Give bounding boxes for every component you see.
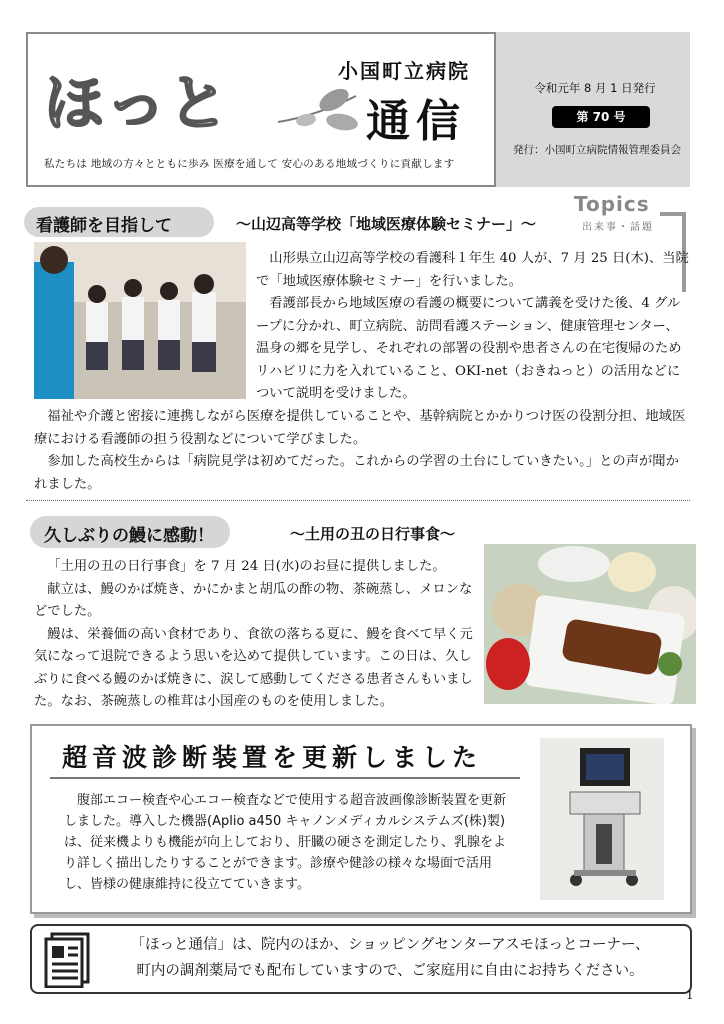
article1-body-bottom <box>34 406 690 496</box>
ultrasound-device-photo <box>540 738 664 900</box>
article3-paragraph: 腹部エコー検査や心エコー検査などで使用する超音波画像診断装置を更新しました。導入した機器(Aplio a450 キャノンメディカルシステムズ(株)製)は、従来機よりも機能が向上しており、肝臓の硬さを測定したり、乳腺をより詳しく描出したりすることができます。診療や健診の様々な場面で活用し、皆様の健康維持に役立てていきます。 <box>64 793 507 892</box>
article1-paragraph: 参加した高校生からは「病院見学は初めてだった。これからの学習の土台にしていきたい。」との声が聞かれました。 <box>34 454 679 492</box>
eel-meal-photo <box>484 544 696 704</box>
article3-heading: 超音波診断装置を更新しました <box>62 743 483 772</box>
article1-subheading: ～山辺高等学校「地域医療体験セミナー」～ <box>236 215 537 233</box>
newspaper-icon <box>42 932 92 988</box>
article1-paragraph: 看護部長から地域医療の看護の概要について講義を受けた後、4 グループに分かれ、町立病院、訪問看護ステーション、健康管理センター、温身の郷を見学し、それぞれの部署の役割や患者さんの在宅復帰のためリハビリに力を入れていること、OKI-net（おきねっと）の活用などについて説明を受けました。 <box>256 296 682 401</box>
article2-subheading: ～土用の丑の日行事食～ <box>290 525 456 543</box>
article2-paragraph: 献立は、鰻のかば焼き、かにかまと胡瓜の酢の物、茶碗蒸し、メロンなどでした。 <box>34 581 473 619</box>
heading-underline <box>50 777 520 779</box>
notice-line: 町内の調剤薬局でも配布していますので、ご家庭用に自由にお持ちください。 <box>136 963 644 979</box>
article2-paragraph: 「土用の丑の日行事食」を 7 月 24 日(水)のお昼に提供しました。 <box>47 559 446 574</box>
article2-heading: 久しぶりの鰻に感動！ <box>44 526 214 546</box>
article1-heading: 看護師を目指して <box>36 216 172 236</box>
publisher: 発行：小国町立病院情報管理委員会 <box>513 144 681 156</box>
article2-body <box>34 556 474 714</box>
topics-label: Topics <box>574 192 650 216</box>
issue-number-badge: 第 70 号 <box>552 106 650 128</box>
nursing-students-photo <box>34 242 246 399</box>
masthead-logo: ほっと <box>44 69 230 139</box>
page-number: 1 <box>686 988 694 1002</box>
mission-statement: 私たちは 地域の方々とともに歩み 医療を通して 安心のある地域づくりに貢献します <box>44 158 455 170</box>
notice-line: 「ほっと通信」は、院内のほか、ショッピングセンターアスモほっとコーナー、 <box>130 937 650 953</box>
hospital-name: 小国町立病院 <box>338 59 470 83</box>
article3-body <box>64 790 516 895</box>
issue-date: 令和元年 8 月 1 日発行 <box>534 81 656 95</box>
article1-body-top <box>256 248 690 406</box>
topics-sublabel: 出来事・話題 <box>582 222 654 233</box>
article1-paragraph: 山形県立山辺高等学校の看護科１年生 40 人が、7 月 25 日(木)、当院で「地域医療体験セミナー」を行いました。 <box>256 251 689 289</box>
article1-paragraph: 福祉や介護と密接に連携しながら医療を提供していることや、基幹病院とかかりつけ医の役割分担、地域医療における看護師の担う役割などについて学びました。 <box>34 409 686 447</box>
newsletter-title: 通信 <box>366 96 466 147</box>
article2-paragraph: 鰻は、栄養価の高い食材であり、食欲の落ちる夏に、鰻を食べて早く元気になって退院できるよう思いを込めて提供しています。この日は、久しぶりに食べる鰻のかば焼きに、涙して感動してくださる患者さんもいました。なお、茶碗蒸しの椎茸は小国産のものを使用しました。 <box>34 626 473 709</box>
distribution-notice-text <box>100 932 680 984</box>
leaf-icon <box>276 86 366 136</box>
section-divider <box>26 500 690 501</box>
